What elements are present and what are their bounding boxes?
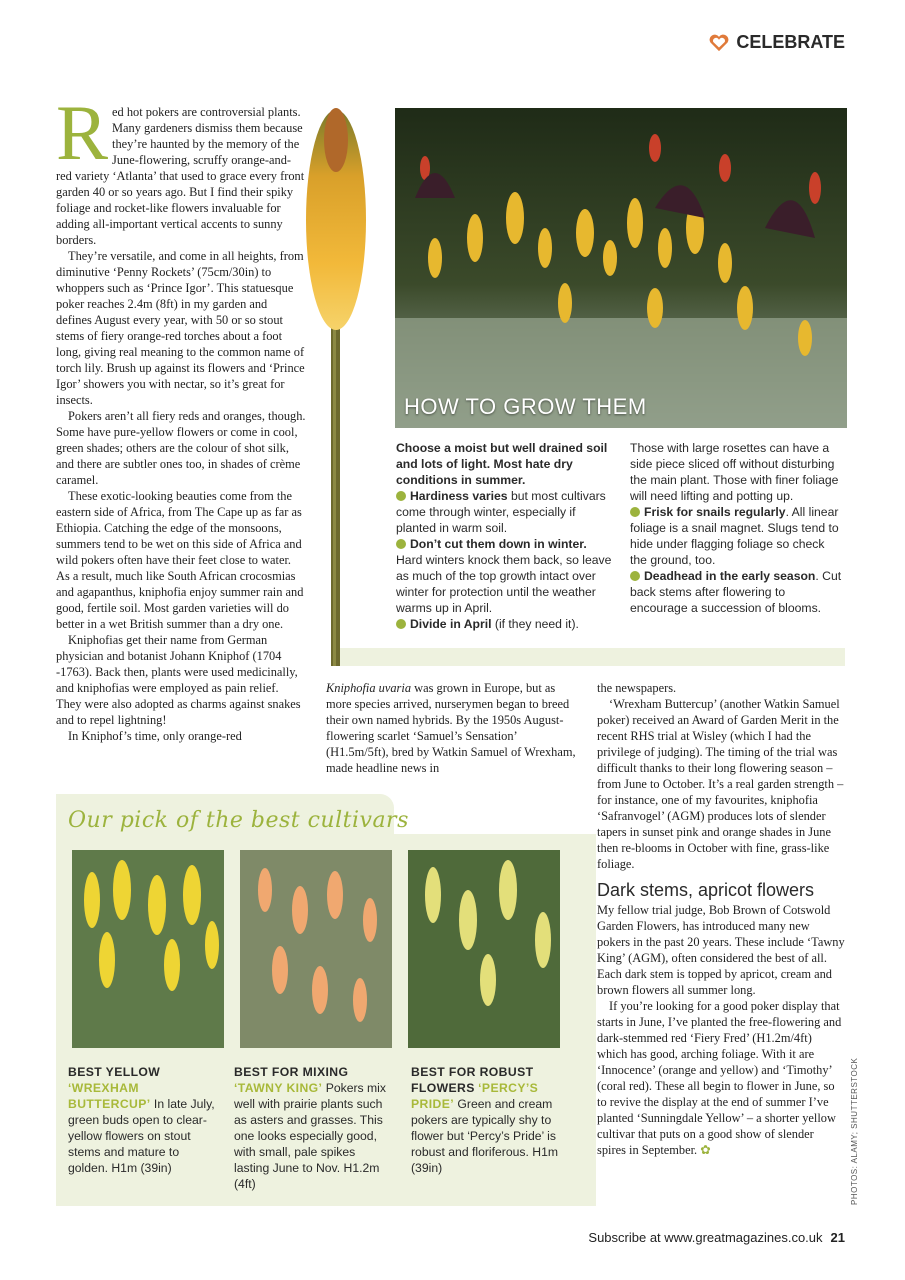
grow-panel-bar (340, 648, 845, 666)
grow-tip: Frisk for snails regularly. All linear foliage is a snail magnet. Slugs tend to hide under flagging foliage so check the ground, too. (630, 505, 839, 567)
intro-column (56, 89, 306, 744)
cultivar-item: BEST YELLOW ‘WREXHAM BUTTERCUP’ In late July, green buds open to clear-yellow flowers on stout stems and mature to golden. H1m (39in) (68, 1065, 215, 1175)
grow-tip: Divide in April (if they need it). (396, 616, 614, 632)
grow-col2-intro: Those with large rosettes can have a side piece sliced off without disturbing the main plant. Those with finer foliage will need lifting and potting up. (630, 441, 839, 503)
bullet-dot (630, 571, 640, 581)
species-name: Kniphofia uvaria (326, 681, 412, 695)
intro-paragraph-2: They’re versatile, and come in all heights, from diminutive ‘Penny Rockets’ (75cm/30in) to whoppers such as ‘Prince Igor’. This statuesque poker reaches 2.4m (8ft) in my garden and defines August every year, with 50 or so stout stems of fiery orange-red torches about a foot long, giving real meaning to the common name of torch lily. Brush up against its flowers and ‘Prince Igor’ showers you with nectar, so it’s great for insects. (56, 249, 305, 407)
right-column (597, 680, 845, 1158)
section-header (708, 32, 845, 53)
middle-column: Kniphofia uvaria was grown in Europe, but as more species arrived, nurserymen began to breed their own named hybrids. By the 1950s August-flowering scarlet ‘Samuel’s Sensation’ (H1.5m/5ft), bred by Watkin Samuel of Wrexham, made headline news in (326, 681, 576, 775)
photo-credit: PHOTOS: ALAMY; SHUTTERSTOCK (850, 1057, 859, 1205)
intro-paragraph-1: Red hot pokers are controversial plants. Many gardeners dismiss them because they’re haunted by the memory of the June-flowering, scruffy orange-and-red variety ‘Atlanta’ that used to grace every front garden 40 or so years ago. But I find their spiky foliage and rocket-like flowers invaluable for adding all-important vertical accents to sunny borders. (56, 89, 305, 247)
right-paragraph-2: ‘Wrexham Buttercup’ (another Watkin Samuel poker) received an Award of Garden Merit in the recent RHS trial at Wisley (which I had the privilege of judging). The timing of the trial was difficult thanks to their long flowering season – from June to October. It’s a real garden strength – for instance, one of my favourites, kniphofia ‘Safranvogel’ (AGM) produces lots of slender tapers in sunset pink and orange shades in June then re-blooms in October with fine, grass-like foliage. (597, 697, 844, 871)
flower-end-icon: ✿ (700, 1143, 711, 1157)
intro-paragraph-5: Kniphofias get their name from German physician and botanist Johann Kniphof (1704 -1763). Back then, plants were used medicinally, and kniphofias were employed as pain relief. They were also adopted as charms against snakes and to repel lightning! (56, 633, 301, 727)
bullet-dot (396, 491, 406, 501)
right-paragraph-1: the newspapers. (597, 681, 677, 695)
bullet-dot (630, 507, 640, 517)
cultivar-item: BEST FOR MIXING ‘TAWNY KING’ Pokers mix well with prairie plants such as asters and grasses. This one looks especially good, with small, pale spikes lasting June to Nov. H1.2m (4ft) (234, 1065, 386, 1191)
garden-photo (395, 108, 847, 428)
right-paragraph-4: If you’re looking for a good poker display that starts in June, I’ve planted the free-flowering and dark-stemmed red ‘Fiery Fred’ (H1.2m/4ft) which has good, arching foliage. With it are ‘Innocence’ (orange and yellow) and ‘Timothy’ (coral red). These all begin to flower in June, so to revive the display at the end of summer I’ve planted ‘Sunningdale Yellow’ – a shorter yellow cultivar that puts on a good show of slender spires in September. ✿ (597, 999, 842, 1157)
subheading: Dark stems, apricot flowers (597, 880, 815, 900)
right-paragraph-3: My fellow trial judge, Bob Brown of Cotswold Garden Flowers, has introduced many new pokers in the past 20 years. These include ‘Tawny King’ (AGM), often considered the best of all. Each dark stem is topped by apricot, cream and brown flowers all summer long. (597, 903, 845, 997)
grow-column-2 (630, 440, 844, 616)
picks-title: Our pick of the best cultivars (68, 808, 409, 833)
single-poker-photo (300, 100, 372, 666)
grow-tip: Don’t cut them down in winter. Hard winters knock them back, so leave as much of the top growth intact over winter for protection until the weather warms up in April. (396, 537, 612, 615)
cultivar-photo-percys-pride (408, 850, 560, 1048)
grow-tip: Deadhead in the early season. Cut back stems after flowering to encourage a succession of blooms. (630, 569, 842, 615)
intro-paragraph-4: These exotic-looking beauties come from the eastern side of Africa, from The Cape up as far as Ethiopia. Catching the edge of the monsoons, summers tend to be wet on this side of Africa and wild pokers often have their feet close to water. As a result, much like South African crocosmias and agapanthus, kniphofia enjoy summer rain and good, fertile soil. Most garden varieties will do better in a wet British summer than a dry one. (56, 489, 304, 631)
cultivar-item: BEST FOR ROBUST FLOWERS ‘PERCY’S PRIDE’ Green and cream pokers are typically shy to flower but ‘Percy’s Pride’ is robust and floriferous. H1m (39in) (411, 1065, 558, 1175)
footer (588, 1230, 845, 1245)
intro-paragraph-3: Pokers aren’t all fiery reds and oranges, though. Some have pure-yellow flowers or come in cool, green shades; others are the colour of shot silk, and there are subtler ones too, in shades of crème caramel. (56, 409, 306, 487)
cultivar-photo-tawny-king (240, 850, 392, 1048)
drop-cap: R (56, 89, 109, 176)
grow-tip: Hardiness varies but most cultivars come through winter, especially if planted in warm soil. (396, 489, 606, 535)
bullet-dot (396, 619, 406, 629)
cultivar-photo-wrexham (72, 850, 224, 1048)
grow-lead: Choose a moist but well drained soil and lots of light. Most hate dry conditions in summer. (396, 441, 608, 487)
page-number: 21 (830, 1230, 845, 1245)
grow-column-1 (396, 440, 614, 632)
how-to-grow-title: HOW TO GROW THEM (404, 394, 647, 419)
heart-icon (708, 34, 730, 52)
intro-paragraph-6: In Kniphof’s time, only orange-red (68, 729, 242, 743)
subscribe-link[interactable]: Subscribe at www.greatmagazines.co.uk (588, 1230, 823, 1245)
section-label: CELEBRATE (736, 32, 845, 52)
bullet-dot (396, 539, 406, 549)
